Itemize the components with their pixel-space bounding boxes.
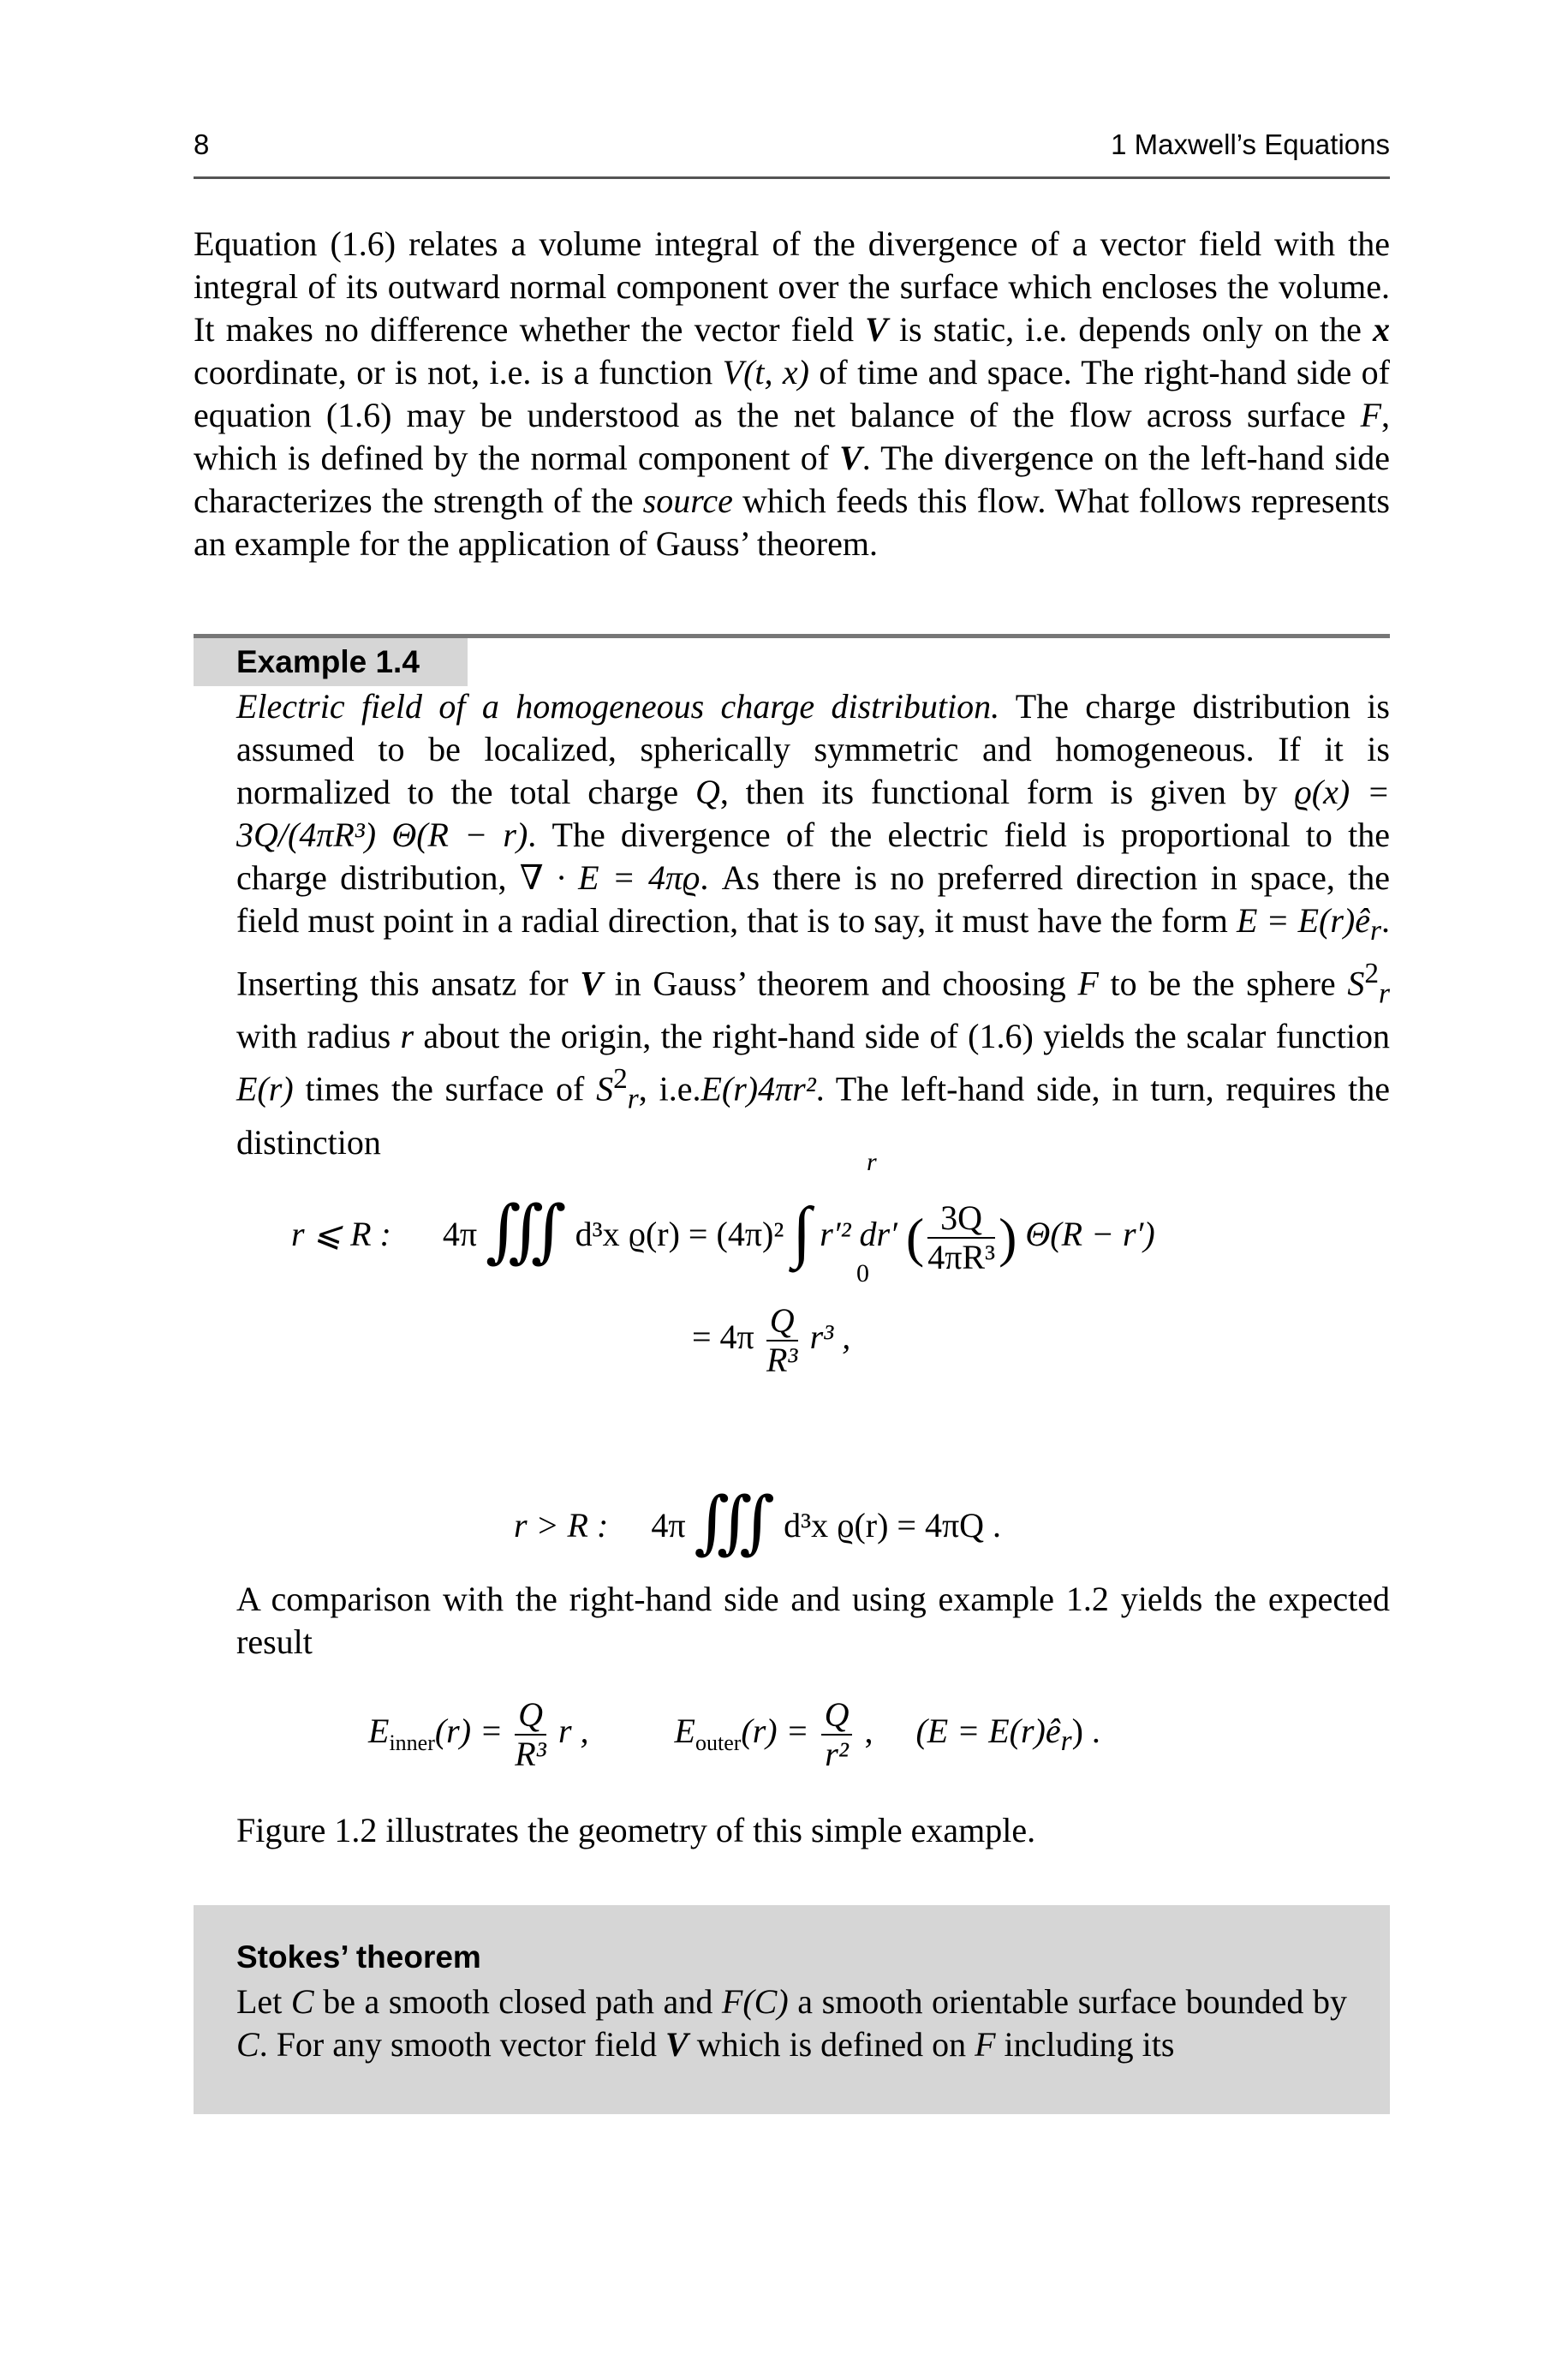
equation-inner-line1: r ⩽ R : 4π ∭ d³x ϱ(r) = (4π)² ∫ r′² dr′ ( $\frac{3Q}{\text{4πR³}}$ ) Θ(R − r′) bbox=[291, 1194, 1155, 1276]
stokes-theorem-body: Let C be a smooth closed path and F(C) a smooth orientable surface bounded by C. For any smooth vector field V which is defined on F including its bbox=[236, 1982, 1347, 2064]
triple-integral-icon: ∭ bbox=[486, 1194, 567, 1270]
figure-reference-text: Figure 1.2 illustrates the geometry of this simple example. bbox=[236, 1811, 1036, 1849]
stokes-theorem-title: Stokes’ theorem bbox=[236, 1939, 481, 1975]
comparison-paragraph: A comparison with the right-hand side and using example 1.2 yields the expected result bbox=[236, 1580, 1390, 1661]
example-title: Electric field of a homogeneous charge distribution. bbox=[236, 687, 1000, 726]
integral-icon: ∫ bbox=[792, 1194, 812, 1270]
equation-outer: r > R : 4π ∭ d³x ϱ(r) = 4πQ . bbox=[514, 1485, 1002, 1561]
running-head: 1 Maxwell’s Equations bbox=[1111, 128, 1390, 160]
example-body: Electric field of a homogeneous charge distribution. The charge distribution is assumed to be localized, spherically symmetric and homogeneous. If it is normalized to the total charge Q, then its functional form is given by ϱ(x) = 3Q/(4πR³) Θ(R − r). The divergence of the electric field is proportional to the charge distribution, ∇ · E = 4πϱ. As there is no preferred direction in space, the field must point in a radial direction, that is to say, it must have the form $E = E(r)ê_r$. Inserting this ansatz for V in Gauss’ theorem and choosing F to be the sphere $S^2_r$ with radius r about the origin, the right-hand side of (1.6) yields the scalar function E(r) times the surface of $S^2_r$, i.e.E(r)4πr². The left-hand side, in turn, requires the distinction bbox=[236, 687, 1391, 1162]
fraction-3Q-4piR3: $\frac{3Q}{\text{4πR³}}$ bbox=[927, 1198, 996, 1276]
page-number: 8 bbox=[194, 128, 210, 160]
equation-inner-line2: = 4π $\frac{Q}{\text{R³}}$ r³ , bbox=[692, 1301, 851, 1379]
result-equation: $E_{inner}(r)$ = $\frac{Q}{\text{R³}}$ r , $E_{outer}(r)$ = $\frac{Q}{\text{r²}}$ , $(E = E(r)ê_r)$ . bbox=[368, 1695, 1100, 1773]
example-label: Example 1.4 bbox=[236, 644, 420, 679]
integral-upper-limit: r bbox=[867, 1148, 877, 1176]
intro-paragraph: Equation (1.6) relates a volume integral of the divergence of a vector field with the integral of its outward normal component over the surface which encloses the volume. It makes no difference whether the vector field V is static, i.e. depends only on the x coordinate, or is not, i.e. is a function V(t, x) of time and space. The right-hand side of equation (1.6) may be understood as the net balance of the flow across surface F, which is defined by the normal component of V. The divergence on the left-hand side characterizes the strength of the source which feeds this flow. What follows represents an example for the application of Gauss’ theorem. bbox=[194, 224, 1390, 563]
triple-integral-icon: ∭ bbox=[694, 1485, 776, 1561]
header-rule bbox=[194, 176, 1390, 179]
integral-lower-limit: 0 bbox=[856, 1259, 869, 1288]
fraction-Q-R3: $\frac{Q}{\text{R³}}$ bbox=[766, 1301, 798, 1379]
